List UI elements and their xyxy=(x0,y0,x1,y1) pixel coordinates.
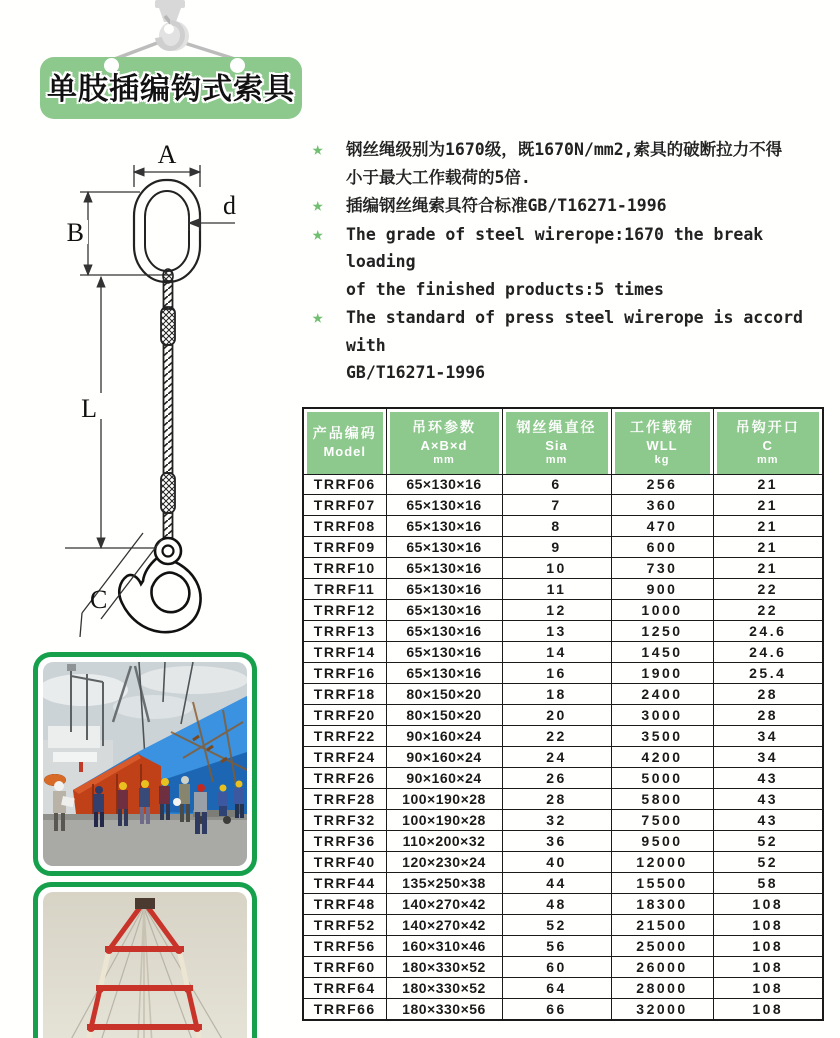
table-cell: 108 xyxy=(713,998,823,1020)
table-row xyxy=(303,705,823,726)
dimension-B xyxy=(66,192,172,275)
table-cell: 21 xyxy=(713,474,823,495)
table-cell: 1450 xyxy=(611,642,713,663)
bullet-line: of the finished products:5 times xyxy=(346,279,664,299)
table-cell: 65×130×16 xyxy=(386,558,502,579)
table-cell: TRRF14 xyxy=(303,642,386,663)
table-cell: 100×190×28 xyxy=(386,789,502,810)
table-cell: TRRF64 xyxy=(303,977,386,998)
star-icon: ★ xyxy=(312,194,324,216)
table-cell: 32000 xyxy=(611,998,713,1020)
photo-lifting-tower xyxy=(33,882,257,1038)
wire-rope-drawing xyxy=(161,269,175,545)
table-row xyxy=(303,495,823,516)
table-cell: TRRF16 xyxy=(303,663,386,684)
table-cell: 140×270×42 xyxy=(386,893,502,914)
column-header-line: Sia xyxy=(545,437,568,453)
table-cell: TRRF28 xyxy=(303,789,386,810)
table-cell: TRRF12 xyxy=(303,600,386,621)
table-cell: 43 xyxy=(713,789,823,810)
table-row xyxy=(303,642,823,663)
label-L: L xyxy=(81,394,97,423)
table-cell: 6 xyxy=(502,474,611,495)
table-cell: 180×330×52 xyxy=(386,977,502,998)
table-cell: 43 xyxy=(713,810,823,831)
column-header-line: Model xyxy=(323,444,367,460)
hook-drawing xyxy=(119,538,200,632)
table-cell: 52 xyxy=(502,914,611,935)
column-header xyxy=(386,408,502,474)
table-cell: 32 xyxy=(502,810,611,831)
table-cell: 65×130×16 xyxy=(386,474,502,495)
table-cell: 8 xyxy=(502,516,611,537)
table-cell: 40 xyxy=(502,851,611,872)
table-cell: 25.4 xyxy=(713,663,823,684)
table-cell: 3000 xyxy=(611,705,713,726)
bullet-item xyxy=(312,136,838,191)
bullet-line: 钢丝绳级别为1670级，既1670N/mm2,索具的破断拉力不得 xyxy=(346,140,783,159)
table-cell: 52 xyxy=(713,851,823,872)
bullet-item xyxy=(312,221,838,304)
table-cell: 28 xyxy=(502,789,611,810)
star-icon: ★ xyxy=(312,138,324,160)
spec-bullet-list xyxy=(312,136,838,388)
table-cell: 65×130×16 xyxy=(386,621,502,642)
table-cell: TRRF24 xyxy=(303,747,386,768)
table-cell: 4200 xyxy=(611,747,713,768)
table-row xyxy=(303,851,823,872)
column-header-line: 吊钩开口 xyxy=(735,418,800,435)
table-cell: 65×130×16 xyxy=(386,537,502,558)
table-cell: 26 xyxy=(502,768,611,789)
table-row xyxy=(303,579,823,600)
bullet-item xyxy=(312,304,838,387)
column-header-line: WLL xyxy=(646,437,678,453)
bullet-item xyxy=(312,192,838,220)
table-row xyxy=(303,998,823,1020)
table-row xyxy=(303,830,823,851)
table-cell: 90×160×24 xyxy=(386,726,502,747)
column-header-line: A×B×d xyxy=(420,437,468,453)
photo-dock-loading xyxy=(33,652,257,876)
table-cell: 44 xyxy=(502,872,611,893)
column-header-line: C xyxy=(762,437,773,453)
table-cell: 108 xyxy=(713,956,823,977)
table-cell: 56 xyxy=(502,935,611,956)
table-cell: 18 xyxy=(502,684,611,705)
table-cell: 12 xyxy=(502,600,611,621)
table-cell: 58 xyxy=(713,872,823,893)
table-cell: 36 xyxy=(502,830,611,851)
column-header-line: mm xyxy=(433,453,455,466)
table-cell: 80×150×20 xyxy=(386,705,502,726)
label-C: C xyxy=(90,585,108,614)
table-cell: 22 xyxy=(713,579,823,600)
column-header-line: 吊环参数 xyxy=(412,418,476,435)
page-title-banner xyxy=(40,57,302,119)
table-cell: TRRF52 xyxy=(303,914,386,935)
table-cell: TRRF08 xyxy=(303,516,386,537)
table-cell: 13 xyxy=(502,621,611,642)
table-cell: 5000 xyxy=(611,768,713,789)
table-cell: 180×330×52 xyxy=(386,956,502,977)
table-cell: TRRF10 xyxy=(303,558,386,579)
table-cell: TRRF60 xyxy=(303,956,386,977)
spec-table xyxy=(302,407,824,1021)
table-cell: TRRF66 xyxy=(303,998,386,1020)
table-cell: TRRF44 xyxy=(303,872,386,893)
table-cell: 60 xyxy=(502,956,611,977)
column-header xyxy=(713,408,823,474)
table-row xyxy=(303,558,823,579)
table-cell: 108 xyxy=(713,935,823,956)
table-cell: TRRF32 xyxy=(303,810,386,831)
table-cell: 15500 xyxy=(611,872,713,893)
table-cell: TRRF20 xyxy=(303,705,386,726)
table-cell: 28000 xyxy=(611,977,713,998)
table-row xyxy=(303,977,823,998)
tower-photo-illustration xyxy=(43,892,247,1038)
table-cell: 65×130×16 xyxy=(386,600,502,621)
table-row xyxy=(303,663,823,684)
column-header xyxy=(303,408,386,474)
master-link-drawing xyxy=(134,180,200,282)
table-cell: 108 xyxy=(713,893,823,914)
table-cell: 28 xyxy=(713,684,823,705)
table-cell: TRRF07 xyxy=(303,495,386,516)
table-row xyxy=(303,726,823,747)
table-cell: TRRF18 xyxy=(303,684,386,705)
table-cell: 18300 xyxy=(611,893,713,914)
table-cell: 24.6 xyxy=(713,621,823,642)
star-icon: ★ xyxy=(312,222,324,245)
table-cell: 80×150×20 xyxy=(386,684,502,705)
table-cell: 730 xyxy=(611,558,713,579)
star-icon: ★ xyxy=(312,306,324,328)
table-cell: 108 xyxy=(713,914,823,935)
table-cell: 22 xyxy=(713,600,823,621)
table-cell: 65×130×16 xyxy=(386,642,502,663)
label-d: d xyxy=(223,191,236,220)
column-header-line: 产品编码 xyxy=(312,425,377,442)
table-row xyxy=(303,537,823,558)
table-cell: 256 xyxy=(611,474,713,495)
banner-hole-left xyxy=(104,58,119,73)
table-row xyxy=(303,872,823,893)
column-header-line: mm xyxy=(756,453,779,466)
table-row xyxy=(303,747,823,768)
table-cell: 24 xyxy=(502,747,611,768)
table-cell: TRRF13 xyxy=(303,621,386,642)
table-cell: 66 xyxy=(502,998,611,1020)
table-cell: 108 xyxy=(713,977,823,998)
table-cell: 48 xyxy=(502,893,611,914)
table-cell: 5800 xyxy=(611,789,713,810)
column-header-line: 钢丝绳直径 xyxy=(516,418,597,435)
label-A: A xyxy=(157,140,177,169)
table-cell: 21500 xyxy=(611,914,713,935)
table-cell: TRRF40 xyxy=(303,851,386,872)
table-cell: 21 xyxy=(713,558,823,579)
table-cell: TRRF36 xyxy=(303,830,386,851)
bullet-line: GB/T16271-1996 xyxy=(346,363,486,382)
table-row xyxy=(303,935,823,956)
table-cell: 34 xyxy=(713,726,823,747)
table-cell: 470 xyxy=(611,516,713,537)
table-cell: 7500 xyxy=(611,810,713,831)
table-cell: 10 xyxy=(502,558,611,579)
table-cell: TRRF56 xyxy=(303,935,386,956)
table-row xyxy=(303,684,823,705)
table-cell: 65×130×16 xyxy=(386,579,502,600)
table-cell: 1900 xyxy=(611,663,713,684)
table-row xyxy=(303,914,823,935)
table-cell: 1000 xyxy=(611,600,713,621)
table-row xyxy=(303,474,823,495)
table-cell: 43 xyxy=(713,768,823,789)
dimension-L xyxy=(65,277,175,548)
table-cell: 52 xyxy=(713,830,823,851)
table-cell: 1250 xyxy=(611,621,713,642)
table-cell: 600 xyxy=(611,537,713,558)
table-cell: 9500 xyxy=(611,830,713,851)
table-row xyxy=(303,789,823,810)
dock-ground xyxy=(43,814,247,866)
table-row xyxy=(303,893,823,914)
table-cell: TRRF26 xyxy=(303,768,386,789)
table-cell: TRRF48 xyxy=(303,893,386,914)
table-cell: 24.6 xyxy=(713,642,823,663)
bullet-line: 插编钢丝绳索具符合标准GB/T16271-1996 xyxy=(346,196,667,215)
hanger-hook-icon xyxy=(155,0,189,51)
sling-technical-drawing xyxy=(40,135,290,645)
dock-photo-illustration xyxy=(43,662,247,866)
table-cell: 64 xyxy=(502,977,611,998)
table-cell: 9 xyxy=(502,537,611,558)
bullet-line: The grade of steel wirerope:1670 the break loading xyxy=(346,224,764,271)
label-B: B xyxy=(66,218,84,247)
table-cell: 20 xyxy=(502,705,611,726)
table-cell: 21 xyxy=(713,495,823,516)
table-row xyxy=(303,810,823,831)
table-cell: 2400 xyxy=(611,684,713,705)
banner-hole-right xyxy=(230,58,245,73)
table-cell: 140×270×42 xyxy=(386,914,502,935)
page-title: 单肢插编钩式索具 xyxy=(47,73,295,106)
table-row xyxy=(303,600,823,621)
table-cell: 7 xyxy=(502,495,611,516)
table-cell: 65×130×16 xyxy=(386,495,502,516)
table-cell: 900 xyxy=(611,579,713,600)
table-cell: 14 xyxy=(502,642,611,663)
bullet-line: The standard of press steel wirerope is accord with xyxy=(346,308,803,355)
table-row xyxy=(303,768,823,789)
table-cell: 12000 xyxy=(611,851,713,872)
table-cell: 180×330×56 xyxy=(386,998,502,1020)
column-header xyxy=(611,408,713,474)
table-cell: TRRF11 xyxy=(303,579,386,600)
table-cell: 65×130×16 xyxy=(386,663,502,684)
table-cell: 160×310×46 xyxy=(386,935,502,956)
table-cell: 120×230×24 xyxy=(386,851,502,872)
column-header-line: 工作载荷 xyxy=(630,418,694,435)
table-cell: TRRF22 xyxy=(303,726,386,747)
table-row xyxy=(303,516,823,537)
table-cell: 3500 xyxy=(611,726,713,747)
table-cell: 11 xyxy=(502,579,611,600)
table-row xyxy=(303,621,823,642)
table-cell: 360 xyxy=(611,495,713,516)
table-cell: 90×160×24 xyxy=(386,747,502,768)
spec-table-header xyxy=(303,408,823,474)
table-cell: 28 xyxy=(713,705,823,726)
table-cell: 110×200×32 xyxy=(386,830,502,851)
table-cell: 21 xyxy=(713,537,823,558)
table-cell: TRRF06 xyxy=(303,474,386,495)
table-cell: 65×130×16 xyxy=(386,516,502,537)
column-header-line: kg xyxy=(654,453,670,466)
table-cell: 100×190×28 xyxy=(386,810,502,831)
table-cell: 34 xyxy=(713,747,823,768)
table-cell: TRRF09 xyxy=(303,537,386,558)
column-header-line: mm xyxy=(545,453,568,466)
table-row xyxy=(303,956,823,977)
table-cell: 16 xyxy=(502,663,611,684)
table-cell: 135×250×38 xyxy=(386,872,502,893)
hook-hanger-illustration xyxy=(95,0,250,64)
table-cell: 90×160×24 xyxy=(386,768,502,789)
table-cell: 21 xyxy=(713,516,823,537)
table-cell: 25000 xyxy=(611,935,713,956)
column-header xyxy=(502,408,611,474)
bullet-line: 小于最大工作载荷的5倍. xyxy=(346,167,531,187)
table-cell: 26000 xyxy=(611,956,713,977)
table-cell: 22 xyxy=(502,726,611,747)
